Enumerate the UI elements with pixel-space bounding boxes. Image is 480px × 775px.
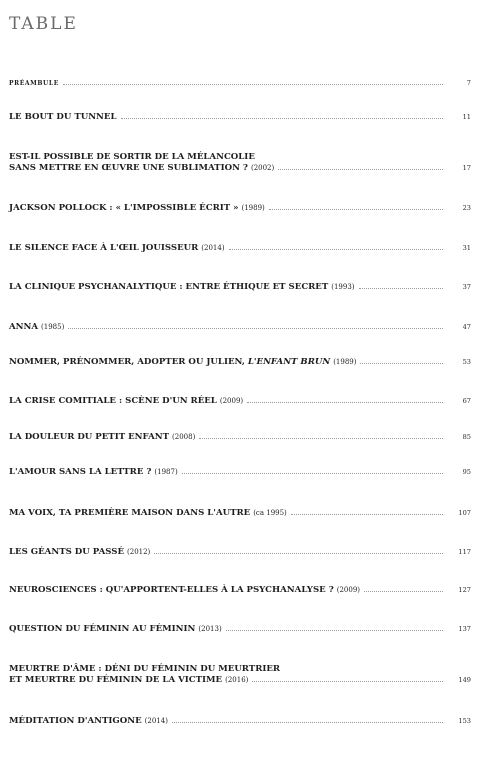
- entry-year: (1989): [241, 204, 265, 212]
- dot-leader: [291, 513, 443, 515]
- entry-year: (1985): [41, 323, 65, 331]
- toc-entry[interactable]: [9, 624, 471, 635]
- entry-year: (2016): [225, 676, 249, 684]
- page-number: 127: [458, 586, 471, 594]
- page-number: 17: [462, 164, 471, 172]
- entry-year: (2009): [219, 397, 244, 405]
- entry-year: (2013): [198, 625, 222, 633]
- page-title: TABLE: [9, 14, 78, 34]
- dot-leader: [269, 208, 443, 210]
- entry-title: JACKSON POLLOCK : « L'IMPOSSIBLE ÉCRIT » (1989): [9, 203, 265, 213]
- entry-title: LA DOULEUR DU PETIT ENFANT (2008): [9, 432, 196, 442]
- entry-year: (2014): [201, 244, 225, 252]
- toc-entry[interactable]: [9, 396, 471, 407]
- dot-leader: [182, 472, 443, 474]
- toc-entry[interactable]: [9, 467, 471, 478]
- entry-year: (1987): [154, 468, 178, 476]
- entry-year: (2014): [144, 717, 168, 725]
- toc-entry[interactable]: [9, 203, 471, 214]
- entry-year: (2002): [250, 164, 275, 172]
- toc-entry[interactable]: [9, 432, 471, 443]
- toc-entry[interactable]: [9, 78, 471, 89]
- entry-title: MÉDITATION D'ANTIGONE (2014): [9, 716, 168, 726]
- entry-year: (1989): [333, 358, 357, 366]
- toc-entry[interactable]: [9, 152, 471, 174]
- page-number: 11: [462, 113, 471, 121]
- entry-title: LA CRISE COMITIALE : SCÈNE D'UN RÉEL (2009): [9, 396, 244, 406]
- dot-leader: [154, 552, 443, 554]
- entry-title: NEUROSCIENCES : QU'APPORTENT-ELLES À LA PSYCHANALYSE ? (2009): [9, 585, 361, 595]
- entry-title: LE SILENCE FACE À L'ŒIL JOUISSEUR (2014): [9, 243, 225, 253]
- toc-entry[interactable]: [9, 243, 471, 254]
- entry-year: (ca 1995): [253, 509, 287, 517]
- entry-year: (1993): [331, 283, 355, 291]
- page-number: 107: [458, 509, 471, 517]
- entry-year: (2012): [127, 548, 151, 556]
- dot-leader: [247, 401, 443, 403]
- toc-entry[interactable]: [9, 508, 471, 519]
- entry-year: (2009): [336, 586, 361, 594]
- entry-title: LE BOUT DU TUNNEL: [9, 112, 117, 122]
- entry-title: LA CLINIQUE PSYCHANALYTIQUE : ENTRE ÉTHIQUE ET SECRET (1993): [9, 282, 355, 292]
- page-number: 37: [462, 283, 471, 291]
- entry-year: (2008): [172, 433, 196, 441]
- toc-entry[interactable]: [9, 357, 471, 368]
- entry-title: QUESTION DU FÉMININ AU FÉMININ (2013): [9, 624, 222, 634]
- dot-leader: [359, 287, 443, 289]
- page-number: 31: [462, 244, 471, 252]
- entry-title-line1: MEURTRE D'ÂME : DÉNI DU FÉMININ DU MEURTRIER: [9, 664, 281, 674]
- dot-leader: [63, 83, 443, 85]
- page-number: 95: [462, 468, 471, 476]
- dot-leader: [360, 362, 443, 364]
- entry-title: PRÉAMBULE: [9, 80, 59, 87]
- entry-title: SANS METTRE EN ŒUVRE UNE SUBLIMATION ? (2002): [9, 163, 275, 173]
- dot-leader: [172, 721, 443, 723]
- toc-entry[interactable]: [9, 547, 471, 558]
- dot-leader: [68, 327, 443, 329]
- page-number: 85: [462, 433, 471, 441]
- dot-leader: [252, 680, 443, 682]
- toc-entry[interactable]: [9, 585, 471, 596]
- toc-entry[interactable]: [9, 322, 471, 333]
- page-number: 149: [458, 676, 471, 684]
- dot-leader: [199, 437, 443, 439]
- dot-leader: [121, 117, 443, 119]
- page-number: 67: [462, 397, 471, 405]
- toc-entry[interactable]: [9, 112, 471, 123]
- page-number: 53: [462, 358, 471, 366]
- dot-leader: [226, 629, 443, 631]
- toc-entry[interactable]: [9, 664, 471, 686]
- entry-title: L'AMOUR SANS LA LETTRE ? (1987): [9, 467, 178, 477]
- dot-leader: [364, 590, 443, 592]
- page-number: 23: [462, 204, 471, 212]
- toc-entry[interactable]: [9, 282, 471, 293]
- dot-leader: [278, 168, 443, 170]
- page-number: 117: [458, 548, 471, 556]
- page-number: 153: [458, 717, 471, 725]
- page-number: 47: [462, 323, 471, 331]
- toc-entry[interactable]: [9, 716, 471, 727]
- entry-title-line1: EST-IL POSSIBLE DE SORTIR DE LA MÉLANCOLIE: [9, 152, 255, 162]
- page-number: 137: [458, 625, 471, 633]
- entry-title: LES GÉANTS DU PASSÉ (2012): [9, 547, 151, 557]
- entry-title: ET MEURTRE DU FÉMININ DE LA VICTIME (2016): [9, 675, 249, 685]
- dot-leader: [229, 248, 443, 250]
- entry-title: NOMMER, PRÉNOMMER, ADOPTER OU JULIEN, L'ENFANT BRUN (1989): [9, 357, 357, 367]
- page-number: 7: [466, 79, 471, 87]
- entry-title: ANNA (1985): [9, 322, 65, 332]
- entry-title: MA VOIX, TA PREMIÈRE MAISON DANS L'AUTRE (ca 1995): [9, 508, 287, 518]
- entry-title-italic: L'ENFANT BRUN: [247, 357, 331, 367]
